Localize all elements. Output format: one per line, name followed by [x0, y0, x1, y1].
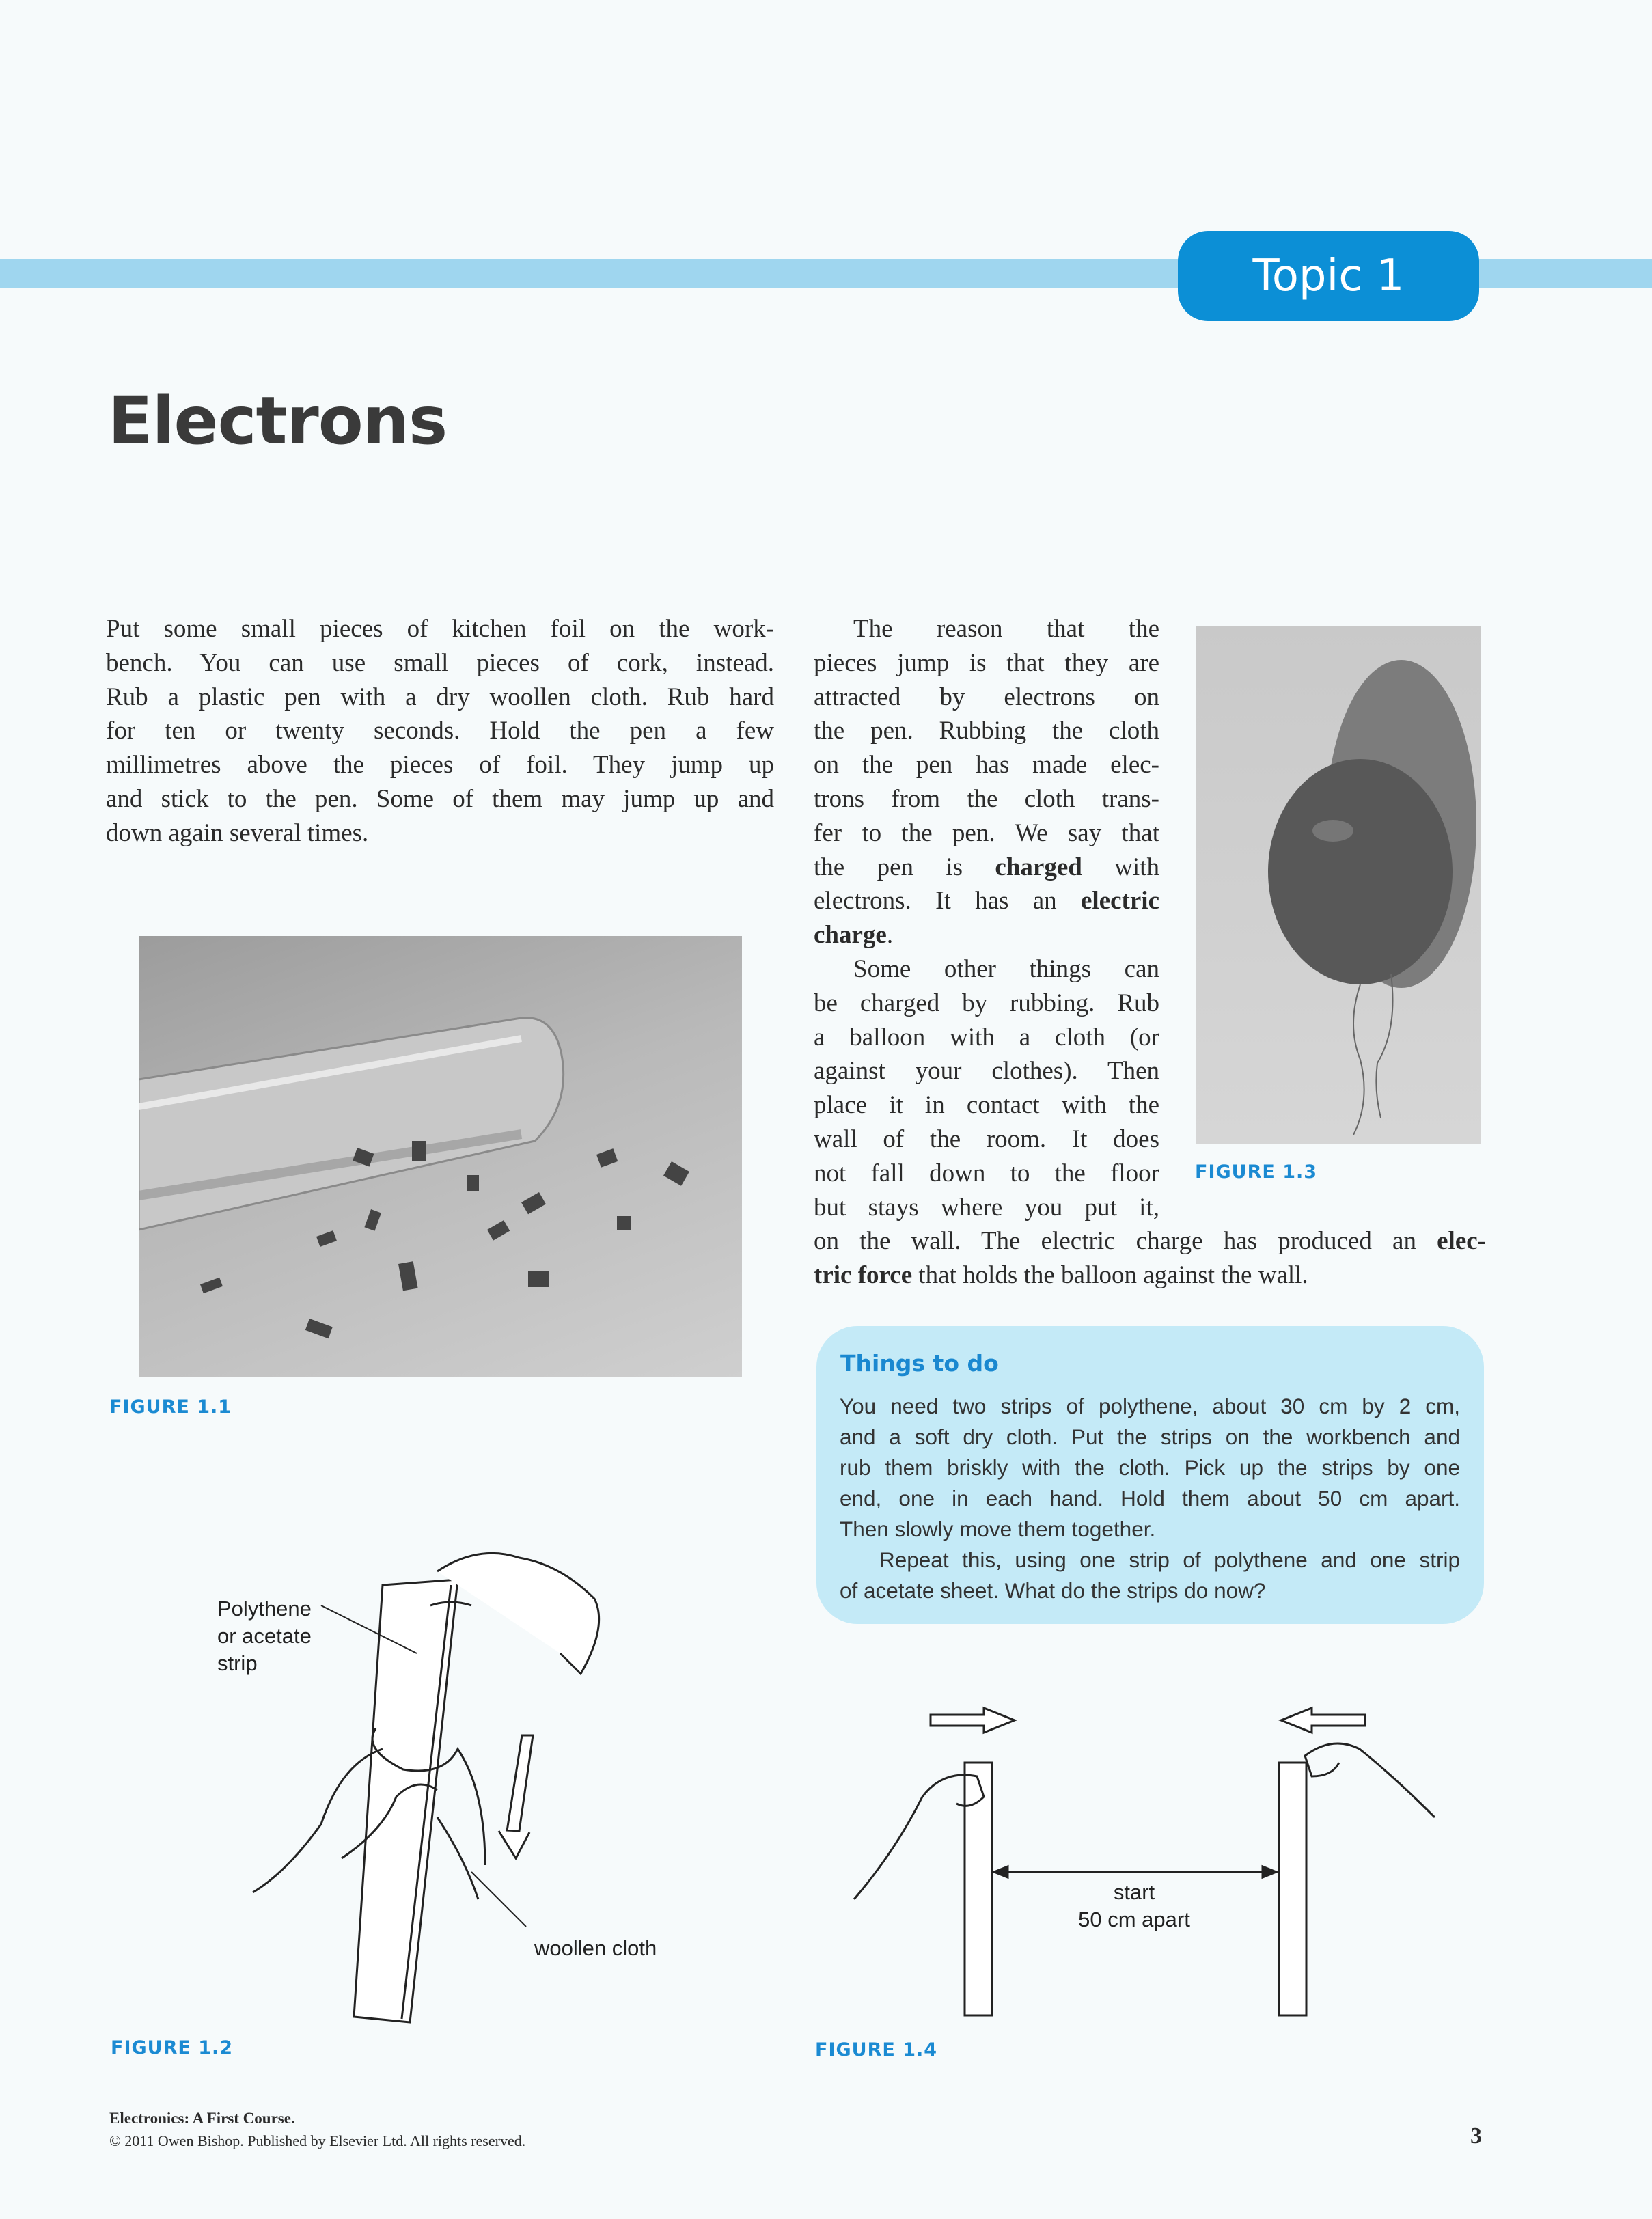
- text-segment: end, one in each hand. Hold them about 50 cm apart.: [840, 1486, 1460, 1511]
- figure-1-4-drawing: [847, 1694, 1448, 2022]
- text-segment: millimetres above the pieces of foil. They jump up: [106, 751, 774, 780]
- text-segment: Some other things can: [853, 954, 1159, 983]
- text-line: [814, 952, 1159, 987]
- text-line: [814, 646, 1159, 680]
- distance-label-line: start: [1113, 1880, 1155, 1904]
- text-line: [814, 987, 1159, 1021]
- text-segment: electrons. It has an: [814, 887, 1081, 915]
- text-segment: for ten or twenty seconds. Hold the pen a few: [106, 717, 774, 745]
- text-segment: a balloon with a cloth (or: [814, 1023, 1159, 1051]
- figure-1-1-photo: [139, 936, 742, 1377]
- text-line: [814, 1088, 1159, 1122]
- text-segment: the pen. Rubbing the cloth: [814, 717, 1159, 745]
- text-segment: down again several times.: [106, 818, 369, 847]
- text-line: [106, 714, 774, 748]
- bold-term: electric: [1081, 887, 1159, 915]
- topic-badge: Topic 1: [1178, 231, 1479, 321]
- text-segment: attracted by electrons on: [814, 683, 1159, 711]
- footer-copyright: © 2011 Owen Bishop. Published by Elsevier Ltd. All rights reserved.: [109, 2132, 526, 2149]
- strip-label: [217, 1595, 312, 1677]
- text-segment: on the pen has made elec-: [814, 751, 1159, 780]
- text-line: [106, 612, 774, 646]
- figure-1-4-caption: FIGURE 1.4: [815, 2039, 938, 2060]
- text-segment: and stick to the pen. Some of them may jump up and: [106, 784, 774, 813]
- text-segment: and a soft dry cloth. Put the strips on the workbench and: [840, 1424, 1460, 1449]
- text-segment: that holds the balloon against the wall.: [912, 1260, 1308, 1289]
- text-segment: Then slowly move them together.: [840, 1517, 1156, 1541]
- text-line: [840, 1514, 1460, 1545]
- text-line: [814, 1191, 1159, 1225]
- text-line: [106, 782, 774, 816]
- text-line: [814, 1021, 1159, 1055]
- text-segment: bench. You can use small pieces of cork, instead.: [106, 648, 774, 677]
- text-segment: .: [886, 921, 894, 950]
- text-segment: not fall down to the floor: [814, 1159, 1159, 1187]
- text-line: [814, 1258, 1486, 1293]
- bold-term: elec-: [1437, 1227, 1486, 1255]
- distance-label: [1045, 1879, 1223, 1933]
- text-line: [840, 1483, 1460, 1514]
- things-to-do-title: Things to do: [840, 1350, 999, 1377]
- text-line: [814, 816, 1159, 851]
- text-line: [814, 851, 1159, 885]
- text-segment: You need two strips of polythene, about 30 cm by 2 cm,: [840, 1394, 1460, 1418]
- text-segment: trons from the cloth trans-: [814, 784, 1159, 813]
- text-segment: fer to the pen. We say that: [814, 818, 1159, 847]
- figure-1-2-caption: FIGURE 1.2: [111, 2037, 234, 2058]
- text-line: [814, 1157, 1159, 1191]
- pen-and-foil-image: [139, 936, 742, 1377]
- text-line: [814, 1054, 1159, 1088]
- text-segment: place it in contact with the: [814, 1091, 1159, 1120]
- bold-term: tric force: [814, 1260, 913, 1289]
- bold-term: charge: [814, 921, 887, 950]
- footer-book-title: Electronics: A First Course.: [109, 2110, 295, 2127]
- bold-term: charged: [995, 853, 1082, 881]
- text-segment: rub them briskly with the cloth. Pick up the strips by one: [840, 1455, 1460, 1480]
- text-line: [814, 612, 1159, 646]
- balloons-image: [1196, 626, 1481, 1144]
- text-segment: be charged by rubbing. Rub: [814, 989, 1159, 1017]
- figure-1-3-photo: [1196, 626, 1481, 1144]
- text-line: [814, 714, 1159, 748]
- text-segment: against your clothes). Then: [814, 1057, 1159, 1086]
- text-line: [814, 918, 1159, 952]
- text-segment: Rub a plastic pen with a dry woollen cloth. Rub hard: [106, 683, 774, 711]
- text-line: [814, 1122, 1159, 1157]
- strip-label-line: strip: [217, 1651, 258, 1675]
- text-segment: with: [1082, 853, 1159, 881]
- text-line: [106, 680, 774, 715]
- text-segment: of acetate sheet. What do the strips do now?: [840, 1578, 1266, 1603]
- page-number: 3: [1470, 2123, 1482, 2149]
- strip-label-line: Polythene: [217, 1597, 312, 1621]
- text-segment: Put some small pieces of kitchen foil on the work-: [106, 615, 774, 643]
- figure-1-1-caption: FIGURE 1.1: [109, 1396, 232, 1418]
- text-line: [106, 646, 774, 680]
- text-line: [840, 1545, 1460, 1575]
- text-line: [840, 1391, 1460, 1422]
- distance-label-line: 50 cm apart: [1078, 1907, 1190, 1931]
- right-column-text: [814, 612, 1159, 1224]
- figure-1-3-caption: FIGURE 1.3: [1195, 1161, 1318, 1183]
- strip-label-line: or acetate: [217, 1624, 312, 1648]
- text-line: [814, 1224, 1486, 1258]
- text-line: [840, 1575, 1460, 1606]
- page-title: Electrons: [108, 383, 448, 459]
- text-segment: wall of the room. It does: [814, 1125, 1159, 1153]
- text-segment: the pen is: [814, 853, 995, 881]
- text-segment: pieces jump is that they are: [814, 648, 1159, 677]
- text-line: [814, 680, 1159, 715]
- text-segment: on the wall. The electric charge has produced an: [814, 1227, 1437, 1255]
- text-line: [814, 884, 1159, 918]
- text-line: [106, 816, 774, 851]
- right-column-continuation: [814, 1224, 1486, 1293]
- text-segment: Repeat this, using one strip of polythene and one strip: [879, 1547, 1460, 1572]
- text-line: [106, 748, 774, 782]
- things-to-do-text: [840, 1391, 1460, 1606]
- text-segment: The reason that the: [853, 615, 1159, 643]
- text-segment: but stays where you put it,: [814, 1193, 1159, 1222]
- intro-paragraph: [106, 612, 774, 851]
- text-line: [814, 748, 1159, 782]
- text-line: [840, 1452, 1460, 1483]
- text-line: [814, 782, 1159, 816]
- text-line: [840, 1422, 1460, 1452]
- cloth-label: woollen cloth: [534, 1936, 657, 1960]
